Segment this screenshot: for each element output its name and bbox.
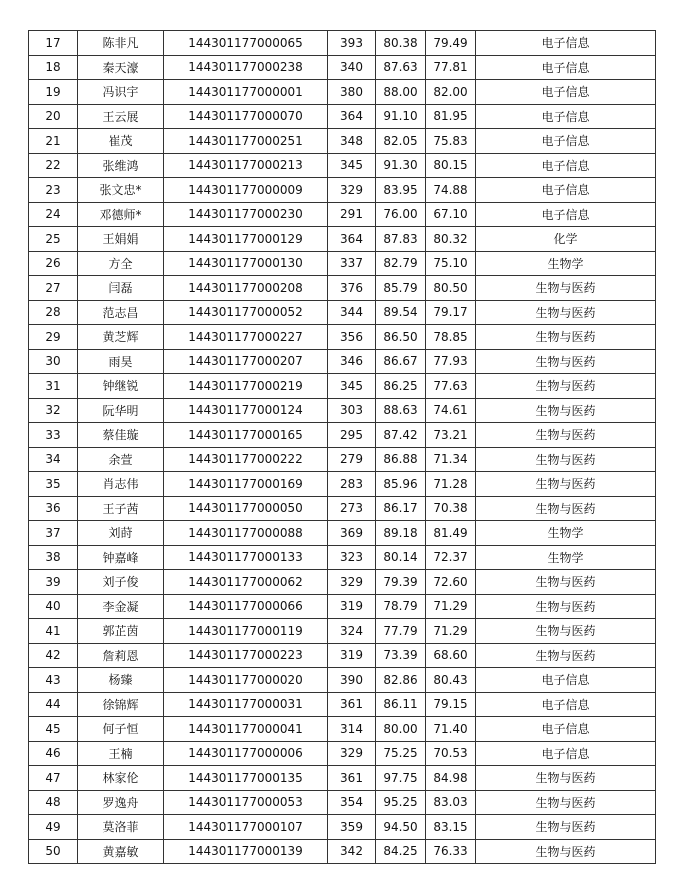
- major-cell: 生物与医药: [476, 619, 656, 644]
- initial-score-cell: 369: [328, 521, 376, 546]
- total-score-cell: 74.88: [426, 178, 476, 203]
- retest-score-cell: 86.11: [376, 692, 426, 717]
- initial-score-cell: 295: [328, 423, 376, 448]
- major-cell: 生物与医药: [476, 472, 656, 497]
- retest-score-cell: 88.00: [376, 80, 426, 105]
- seq-number-cell: 23: [29, 178, 78, 203]
- initial-score-cell: 329: [328, 178, 376, 203]
- major-cell: 生物学: [476, 521, 656, 546]
- retest-score-cell: 82.79: [376, 251, 426, 276]
- total-score-cell: 79.49: [426, 31, 476, 56]
- exam-id-cell: 144301177000135: [164, 766, 328, 791]
- major-cell: 生物与医药: [476, 790, 656, 815]
- initial-score-cell: 346: [328, 349, 376, 374]
- retest-score-cell: 89.54: [376, 300, 426, 325]
- seq-number-cell: 42: [29, 643, 78, 668]
- exam-id-cell: 144301177000088: [164, 521, 328, 546]
- retest-score-cell: 91.30: [376, 153, 426, 178]
- exam-id-cell: 144301177000230: [164, 202, 328, 227]
- table-row: [29, 251, 656, 276]
- table-row: [29, 31, 656, 56]
- total-score-cell: 81.49: [426, 521, 476, 546]
- retest-score-cell: 88.63: [376, 398, 426, 423]
- retest-score-cell: 86.88: [376, 447, 426, 472]
- retest-score-cell: 94.50: [376, 815, 426, 840]
- exam-id-cell: 144301177000133: [164, 545, 328, 570]
- initial-score-cell: 345: [328, 153, 376, 178]
- exam-id-cell: 144301177000070: [164, 104, 328, 129]
- name-cell: 钟嘉峰: [78, 545, 164, 570]
- total-score-cell: 72.37: [426, 545, 476, 570]
- total-score-cell: 80.32: [426, 227, 476, 252]
- exam-id-cell: 144301177000065: [164, 31, 328, 56]
- table-row: [29, 300, 656, 325]
- name-cell: 崔茂: [78, 129, 164, 154]
- retest-score-cell: 82.86: [376, 668, 426, 693]
- total-score-cell: 82.00: [426, 80, 476, 105]
- retest-score-cell: 76.00: [376, 202, 426, 227]
- name-cell: 陈非凡: [78, 31, 164, 56]
- table-row: [29, 55, 656, 80]
- candidate-score-table: [28, 30, 656, 864]
- major-cell: 电子信息: [476, 104, 656, 129]
- exam-id-cell: 144301177000124: [164, 398, 328, 423]
- seq-number-cell: 24: [29, 202, 78, 227]
- seq-number-cell: 44: [29, 692, 78, 717]
- major-cell: 生物与医药: [476, 766, 656, 791]
- name-cell: 余萱: [78, 447, 164, 472]
- name-cell: 秦天濠: [78, 55, 164, 80]
- table-row: [29, 496, 656, 521]
- total-score-cell: 73.21: [426, 423, 476, 448]
- table-row: [29, 521, 656, 546]
- major-cell: 电子信息: [476, 202, 656, 227]
- name-cell: 罗逸舟: [78, 790, 164, 815]
- major-cell: 电子信息: [476, 55, 656, 80]
- exam-id-cell: 144301177000251: [164, 129, 328, 154]
- total-score-cell: 68.60: [426, 643, 476, 668]
- retest-score-cell: 86.17: [376, 496, 426, 521]
- major-cell: 化学: [476, 227, 656, 252]
- table-row: [29, 692, 656, 717]
- table-body: [29, 31, 656, 864]
- table-row: [29, 619, 656, 644]
- major-cell: 电子信息: [476, 178, 656, 203]
- name-cell: 王楠: [78, 741, 164, 766]
- name-cell: 方全: [78, 251, 164, 276]
- initial-score-cell: 329: [328, 570, 376, 595]
- table-row: [29, 447, 656, 472]
- total-score-cell: 71.29: [426, 619, 476, 644]
- seq-number-cell: 34: [29, 447, 78, 472]
- exam-id-cell: 144301177000062: [164, 570, 328, 595]
- name-cell: 王子茜: [78, 496, 164, 521]
- major-cell: 电子信息: [476, 153, 656, 178]
- major-cell: 生物与医药: [476, 325, 656, 350]
- name-cell: 范志昌: [78, 300, 164, 325]
- seq-number-cell: 33: [29, 423, 78, 448]
- name-cell: 雨昊: [78, 349, 164, 374]
- total-score-cell: 76.33: [426, 839, 476, 864]
- score-sheet: [28, 30, 656, 864]
- total-score-cell: 71.40: [426, 717, 476, 742]
- initial-score-cell: 390: [328, 668, 376, 693]
- initial-score-cell: 364: [328, 104, 376, 129]
- seq-number-cell: 47: [29, 766, 78, 791]
- total-score-cell: 72.60: [426, 570, 476, 595]
- name-cell: 杨臻: [78, 668, 164, 693]
- major-cell: 生物学: [476, 545, 656, 570]
- retest-score-cell: 78.79: [376, 594, 426, 619]
- retest-score-cell: 84.25: [376, 839, 426, 864]
- name-cell: 肖志伟: [78, 472, 164, 497]
- table-row: [29, 178, 656, 203]
- name-cell: 钟继锐: [78, 374, 164, 399]
- initial-score-cell: 337: [328, 251, 376, 276]
- total-score-cell: 79.15: [426, 692, 476, 717]
- table-row: [29, 643, 656, 668]
- initial-score-cell: 354: [328, 790, 376, 815]
- exam-id-cell: 144301177000169: [164, 472, 328, 497]
- total-score-cell: 70.38: [426, 496, 476, 521]
- name-cell: 刘子俊: [78, 570, 164, 595]
- seq-number-cell: 17: [29, 31, 78, 56]
- retest-score-cell: 91.10: [376, 104, 426, 129]
- initial-score-cell: 364: [328, 227, 376, 252]
- major-cell: 生物与医药: [476, 815, 656, 840]
- major-cell: 生物与医药: [476, 423, 656, 448]
- table-row: [29, 545, 656, 570]
- initial-score-cell: 376: [328, 276, 376, 301]
- exam-id-cell: 144301177000066: [164, 594, 328, 619]
- initial-score-cell: 345: [328, 374, 376, 399]
- initial-score-cell: 329: [328, 741, 376, 766]
- exam-id-cell: 144301177000139: [164, 839, 328, 864]
- major-cell: 生物学: [476, 251, 656, 276]
- name-cell: 黄芝辉: [78, 325, 164, 350]
- seq-number-cell: 36: [29, 496, 78, 521]
- name-cell: 张文忠*: [78, 178, 164, 203]
- exam-id-cell: 144301177000001: [164, 80, 328, 105]
- exam-id-cell: 144301177000006: [164, 741, 328, 766]
- major-cell: 生物与医药: [476, 496, 656, 521]
- retest-score-cell: 80.38: [376, 31, 426, 56]
- total-score-cell: 67.10: [426, 202, 476, 227]
- name-cell: 邓德师*: [78, 202, 164, 227]
- retest-score-cell: 86.50: [376, 325, 426, 350]
- seq-number-cell: 18: [29, 55, 78, 80]
- retest-score-cell: 87.83: [376, 227, 426, 252]
- initial-score-cell: 323: [328, 545, 376, 570]
- major-cell: 生物与医药: [476, 300, 656, 325]
- seq-number-cell: 21: [29, 129, 78, 154]
- total-score-cell: 71.28: [426, 472, 476, 497]
- total-score-cell: 71.34: [426, 447, 476, 472]
- retest-score-cell: 86.67: [376, 349, 426, 374]
- retest-score-cell: 80.14: [376, 545, 426, 570]
- name-cell: 黄嘉敏: [78, 839, 164, 864]
- total-score-cell: 83.15: [426, 815, 476, 840]
- seq-number-cell: 22: [29, 153, 78, 178]
- table-row: [29, 472, 656, 497]
- seq-number-cell: 27: [29, 276, 78, 301]
- name-cell: 何子恒: [78, 717, 164, 742]
- initial-score-cell: 393: [328, 31, 376, 56]
- seq-number-cell: 29: [29, 325, 78, 350]
- total-score-cell: 74.61: [426, 398, 476, 423]
- exam-id-cell: 144301177000053: [164, 790, 328, 815]
- seq-number-cell: 39: [29, 570, 78, 595]
- initial-score-cell: 380: [328, 80, 376, 105]
- seq-number-cell: 49: [29, 815, 78, 840]
- initial-score-cell: 348: [328, 129, 376, 154]
- major-cell: 生物与医药: [476, 447, 656, 472]
- table-row: [29, 741, 656, 766]
- table-row: [29, 668, 656, 693]
- exam-id-cell: 144301177000227: [164, 325, 328, 350]
- seq-number-cell: 48: [29, 790, 78, 815]
- retest-score-cell: 83.95: [376, 178, 426, 203]
- major-cell: 生物与医药: [476, 839, 656, 864]
- initial-score-cell: 319: [328, 643, 376, 668]
- table-row: [29, 839, 656, 864]
- total-score-cell: 77.93: [426, 349, 476, 374]
- table-row: [29, 325, 656, 350]
- retest-score-cell: 82.05: [376, 129, 426, 154]
- retest-score-cell: 87.42: [376, 423, 426, 448]
- initial-score-cell: 279: [328, 447, 376, 472]
- initial-score-cell: 361: [328, 766, 376, 791]
- retest-score-cell: 89.18: [376, 521, 426, 546]
- retest-score-cell: 85.96: [376, 472, 426, 497]
- total-score-cell: 84.98: [426, 766, 476, 791]
- seq-number-cell: 30: [29, 349, 78, 374]
- seq-number-cell: 35: [29, 472, 78, 497]
- total-score-cell: 81.95: [426, 104, 476, 129]
- exam-id-cell: 144301177000107: [164, 815, 328, 840]
- major-cell: 电子信息: [476, 80, 656, 105]
- seq-number-cell: 31: [29, 374, 78, 399]
- exam-id-cell: 144301177000052: [164, 300, 328, 325]
- total-score-cell: 75.10: [426, 251, 476, 276]
- major-cell: 生物与医药: [476, 570, 656, 595]
- name-cell: 阮华明: [78, 398, 164, 423]
- initial-score-cell: 359: [328, 815, 376, 840]
- seq-number-cell: 37: [29, 521, 78, 546]
- table-row: [29, 80, 656, 105]
- exam-id-cell: 144301177000119: [164, 619, 328, 644]
- initial-score-cell: 361: [328, 692, 376, 717]
- major-cell: 生物与医药: [476, 643, 656, 668]
- seq-number-cell: 19: [29, 80, 78, 105]
- retest-score-cell: 75.25: [376, 741, 426, 766]
- seq-number-cell: 38: [29, 545, 78, 570]
- retest-score-cell: 87.63: [376, 55, 426, 80]
- seq-number-cell: 26: [29, 251, 78, 276]
- table-row: [29, 790, 656, 815]
- table-row: [29, 766, 656, 791]
- name-cell: 王娟娟: [78, 227, 164, 252]
- total-score-cell: 70.53: [426, 741, 476, 766]
- table-row: [29, 717, 656, 742]
- exam-id-cell: 144301177000223: [164, 643, 328, 668]
- table-row: [29, 129, 656, 154]
- major-cell: 电子信息: [476, 741, 656, 766]
- seq-number-cell: 46: [29, 741, 78, 766]
- seq-number-cell: 45: [29, 717, 78, 742]
- major-cell: 生物与医药: [476, 398, 656, 423]
- name-cell: 郭芷茵: [78, 619, 164, 644]
- table-row: [29, 398, 656, 423]
- total-score-cell: 83.03: [426, 790, 476, 815]
- initial-score-cell: 291: [328, 202, 376, 227]
- name-cell: 李金凝: [78, 594, 164, 619]
- retest-score-cell: 86.25: [376, 374, 426, 399]
- total-score-cell: 77.63: [426, 374, 476, 399]
- major-cell: 生物与医药: [476, 594, 656, 619]
- exam-id-cell: 144301177000020: [164, 668, 328, 693]
- seq-number-cell: 43: [29, 668, 78, 693]
- seq-number-cell: 40: [29, 594, 78, 619]
- exam-id-cell: 144301177000238: [164, 55, 328, 80]
- table-row: [29, 815, 656, 840]
- total-score-cell: 78.85: [426, 325, 476, 350]
- name-cell: 莫洛菲: [78, 815, 164, 840]
- table-row: [29, 276, 656, 301]
- table-row: [29, 227, 656, 252]
- seq-number-cell: 50: [29, 839, 78, 864]
- major-cell: 电子信息: [476, 129, 656, 154]
- retest-score-cell: 79.39: [376, 570, 426, 595]
- table-row: [29, 374, 656, 399]
- name-cell: 蔡佳璇: [78, 423, 164, 448]
- name-cell: 刘莳: [78, 521, 164, 546]
- table-row: [29, 570, 656, 595]
- initial-score-cell: 340: [328, 55, 376, 80]
- initial-score-cell: 324: [328, 619, 376, 644]
- table-row: [29, 594, 656, 619]
- total-score-cell: 77.81: [426, 55, 476, 80]
- table-row: [29, 349, 656, 374]
- total-score-cell: 71.29: [426, 594, 476, 619]
- total-score-cell: 79.17: [426, 300, 476, 325]
- initial-score-cell: 273: [328, 496, 376, 521]
- name-cell: 徐锦辉: [78, 692, 164, 717]
- major-cell: 电子信息: [476, 717, 656, 742]
- exam-id-cell: 144301177000050: [164, 496, 328, 521]
- initial-score-cell: 344: [328, 300, 376, 325]
- retest-score-cell: 85.79: [376, 276, 426, 301]
- retest-score-cell: 73.39: [376, 643, 426, 668]
- exam-id-cell: 144301177000222: [164, 447, 328, 472]
- seq-number-cell: 28: [29, 300, 78, 325]
- initial-score-cell: 342: [328, 839, 376, 864]
- major-cell: 生物与医药: [476, 374, 656, 399]
- seq-number-cell: 41: [29, 619, 78, 644]
- total-score-cell: 80.50: [426, 276, 476, 301]
- name-cell: 王云展: [78, 104, 164, 129]
- retest-score-cell: 97.75: [376, 766, 426, 791]
- major-cell: 电子信息: [476, 668, 656, 693]
- seq-number-cell: 20: [29, 104, 78, 129]
- table-row: [29, 153, 656, 178]
- exam-id-cell: 144301177000213: [164, 153, 328, 178]
- major-cell: 生物与医药: [476, 276, 656, 301]
- exam-id-cell: 144301177000165: [164, 423, 328, 448]
- retest-score-cell: 95.25: [376, 790, 426, 815]
- total-score-cell: 80.15: [426, 153, 476, 178]
- table-row: [29, 423, 656, 448]
- major-cell: 生物与医药: [476, 349, 656, 374]
- exam-id-cell: 144301177000208: [164, 276, 328, 301]
- name-cell: 冯识宇: [78, 80, 164, 105]
- initial-score-cell: 314: [328, 717, 376, 742]
- retest-score-cell: 80.00: [376, 717, 426, 742]
- name-cell: 林家伦: [78, 766, 164, 791]
- seq-number-cell: 25: [29, 227, 78, 252]
- name-cell: 詹莉恩: [78, 643, 164, 668]
- seq-number-cell: 32: [29, 398, 78, 423]
- exam-id-cell: 144301177000219: [164, 374, 328, 399]
- exam-id-cell: 144301177000207: [164, 349, 328, 374]
- total-score-cell: 80.43: [426, 668, 476, 693]
- table-row: [29, 202, 656, 227]
- exam-id-cell: 144301177000031: [164, 692, 328, 717]
- exam-id-cell: 144301177000009: [164, 178, 328, 203]
- exam-id-cell: 144301177000041: [164, 717, 328, 742]
- initial-score-cell: 303: [328, 398, 376, 423]
- exam-id-cell: 144301177000129: [164, 227, 328, 252]
- initial-score-cell: 356: [328, 325, 376, 350]
- major-cell: 电子信息: [476, 31, 656, 56]
- total-score-cell: 75.83: [426, 129, 476, 154]
- name-cell: 闫磊: [78, 276, 164, 301]
- name-cell: 张维鸿: [78, 153, 164, 178]
- major-cell: 电子信息: [476, 692, 656, 717]
- exam-id-cell: 144301177000130: [164, 251, 328, 276]
- retest-score-cell: 77.79: [376, 619, 426, 644]
- table-row: [29, 104, 656, 129]
- initial-score-cell: 283: [328, 472, 376, 497]
- initial-score-cell: 319: [328, 594, 376, 619]
